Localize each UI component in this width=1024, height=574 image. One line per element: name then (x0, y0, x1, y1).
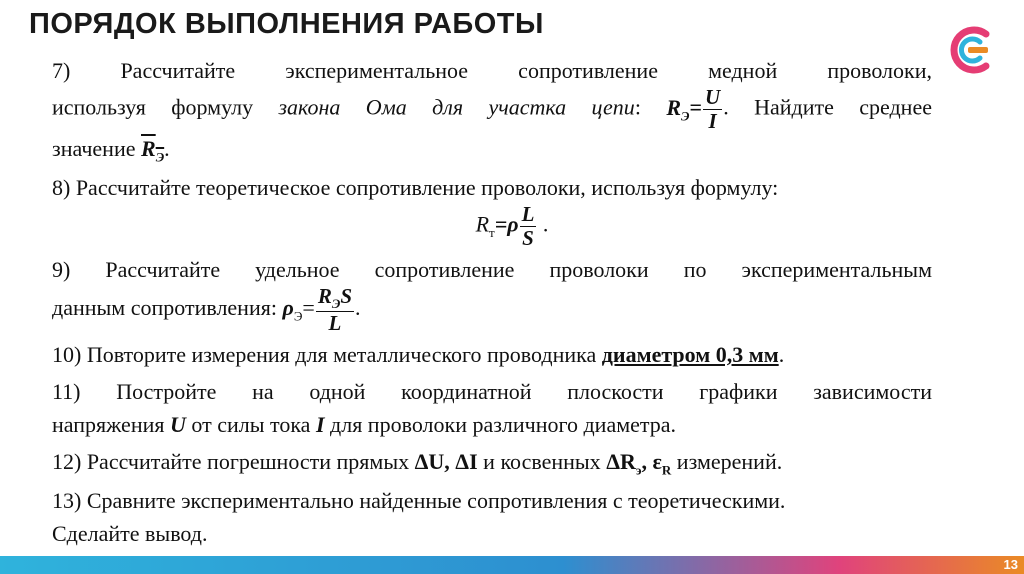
instructions (52, 54, 932, 554)
step-7 (52, 54, 932, 167)
step-8-text: 8) Рассчитайте теоретическое сопротивление проволоки, используя формулу: (52, 174, 779, 200)
footer-bar (0, 556, 1024, 574)
ohm-law-phrase: закона Ома для участка цепи (278, 94, 635, 120)
slide-title: ПОРЯДОК ВЫПОЛНЕНИЯ РАБОТЫ (29, 8, 544, 40)
fraction-res-over-l: $\frac{R_ЭS}{L}$ (317, 283, 352, 336)
step-9 (52, 253, 932, 334)
page-number: 13 (1003, 557, 1018, 572)
formula-rt: $R_т=\rho$ $\frac{L}{S}$ . (475, 201, 549, 250)
diameter-highlight: диаметром 0,3 мм (601, 342, 779, 368)
formula-re-mean: $R_Э$ (141, 136, 165, 165)
step-13-line-1: 13) Сравните экспериментально найденные сопротивления с теоретическими. (52, 487, 786, 513)
step-7-line-3: значение $R_Э$. (52, 136, 170, 165)
fraction-l-over-s: $\frac{L}{S}$ (521, 201, 535, 250)
step-10: 10) Повторите измерения для металлического проводника диаметром 0,3 мм. (52, 342, 785, 368)
step-7-line-1: 7) Рассчитайте экспериментальное сопротивление медной проволоки, (52, 58, 932, 83)
step-13 (52, 484, 932, 550)
step-7-line-2: используя формулу закона Ома для участка цепи: $R_Э=$ $\frac{U}{I}$ . Найдите среднее (52, 85, 932, 133)
step-13-line-2: Сделайте вывод. (52, 520, 208, 546)
step-12: 12) Рассчитайте погрешности прямых ΔU, ΔI и косвенных $\Delta R_э$, $\varepsilon_R$ измерений. (52, 449, 783, 478)
brand-logo-icon (946, 24, 998, 76)
step-8 (52, 171, 932, 249)
step-11 (52, 375, 932, 441)
step-11-line-1: 11) Постройте на одной координатной плоскости графики зависимости (52, 379, 932, 405)
step-11-line-2: напряжения U от силы тока I для проволоки различного диаметра. (52, 412, 677, 438)
formula-re: $R_Э$ (666, 94, 690, 123)
fraction-u-over-i: $\frac{U}{I}$ (705, 85, 721, 133)
step-9-line-1: 9) Рассчитайте удельное сопротивление проволоки по экспериментальным (52, 256, 932, 282)
step-9-line-2: данным сопротивления: $\rho_Э=$ $\frac{R_ЭS}{L}$ . (52, 283, 361, 336)
